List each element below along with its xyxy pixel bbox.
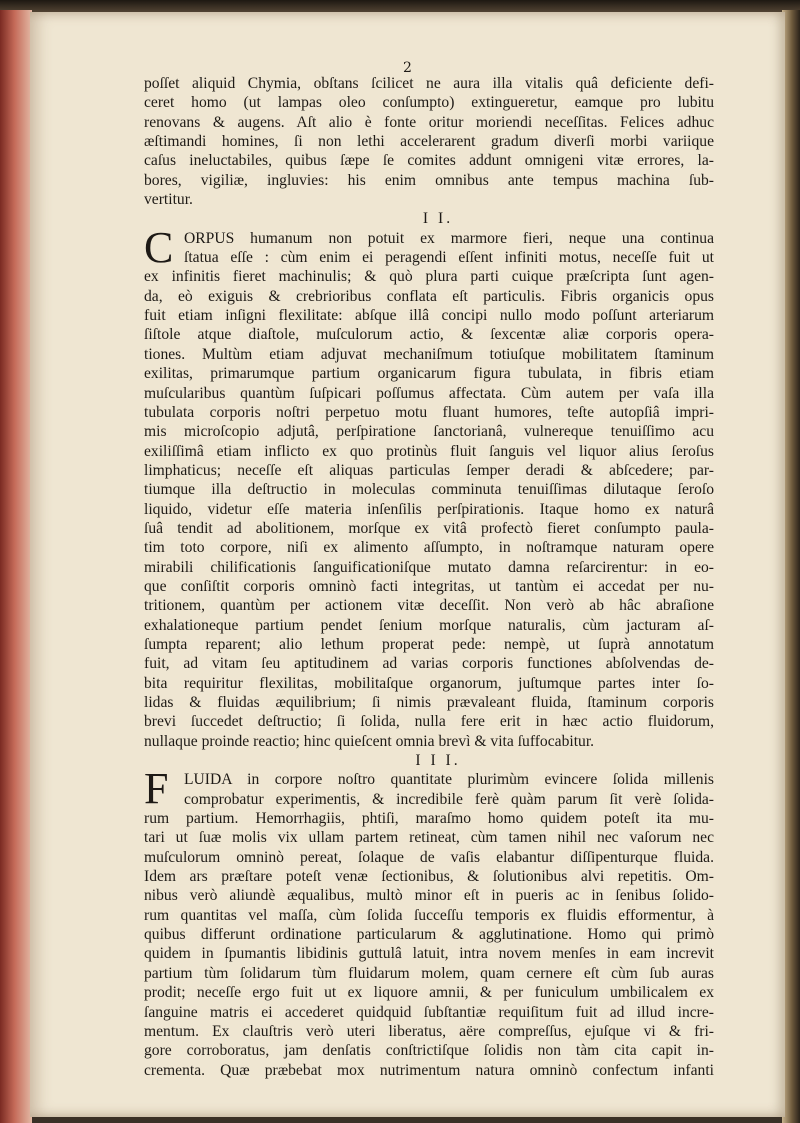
- text-line: rum quantitas vel maſſa, cùm ſolida ſucceſſu temporis ex fluidis efformentur, à: [144, 906, 714, 924]
- text-line: tiones. Multùm etiam adjuvat mechaniſmum totiuſque mobilitatem ſtaminum: [144, 345, 714, 363]
- text-line: ſtatua eſſe : cùm enim ei peragendi eſſent infiniti motus, neceſſe fuit ut: [184, 249, 714, 267]
- text-line: limphaticus; neceſſe eſt aliquas particulas ſemper deradi & abſcedere; par-: [144, 461, 714, 479]
- text-line: ceret homo (ut lampas oleo conſumpto) extingueretur, eamque pro lubitu: [144, 94, 714, 112]
- text-line: tubulata corporis noſtri perpetuo motu fluant humores, teſte autopſiâ impri-: [144, 403, 714, 421]
- text-line: fuit etiam inſigni flexilitate: abſque illâ concipi nullo modo poſſunt arteriarum: [144, 307, 714, 325]
- text-line: LUIDA in corpore noſtro quantitate plurimùm evincere ſolida millenis: [184, 771, 714, 789]
- section-heading-2: I I.: [422, 210, 454, 228]
- text-line: poſſet aliquid Chymia, obſtans ſcilicet ne aura illa vitalis quâ deficiente defi-: [144, 75, 714, 92]
- text-line: tiumque illa deſtructio in moleculas comminuta tenuiſſimas dilutaque ſeroſo: [144, 481, 714, 499]
- text-line: muſculorum omninò pereat, ſolaque de vaſis elabantur diſſipenturque fluida.: [144, 848, 714, 866]
- text-line: ſiſtole atque diaſtole, muſculorum actio, & ſexcentæ aliæ corporis opera-: [144, 326, 714, 344]
- text-line: brevi ſuccedet deſtructio; ſi ſolida, nulla fere erit in hæc actio fluidorum,: [144, 713, 714, 731]
- text-line: muſcularibus quantùm ſuſpicari poſſumus affectata. Cùm autem per vaſa illa: [144, 384, 714, 402]
- text-line: crementa. Quæ præbebat mox nutrimentum natura omninò confectum infanti: [144, 1061, 714, 1079]
- text-line: tritionem, quantùm per actionem vitæ deceſſit. Non verò ab hâc abraſione: [144, 597, 714, 615]
- text-line: bores, vigiliæ, ingluvies: his enim omnibus ante tempus machina ſub-: [144, 171, 714, 189]
- text-block: [144, 74, 714, 1080]
- text-line: caſus ineluctabiles, quibus ſæpe ſe comites addunt omnigeni vitæ errores, la-: [144, 152, 714, 170]
- text-line: quidem in ſpumantis libidinis guttulâ latuit, intra novem menſes in eam increvit: [144, 945, 714, 963]
- page-number: 2: [403, 60, 412, 76]
- text-line: æſtimandi homines, ſi non lethi accelerarent gradum diverſi morbi variique: [144, 133, 714, 151]
- text-line: ORPUS humanum non potuit ex marmore fieri, neque una continua: [184, 229, 714, 247]
- text-line: renovans & augens. Aſt alio è fonte oritur moriendi neceſſitas. Felices adhuc: [144, 113, 714, 131]
- text-line: partium tùm ſolidarum tùm fluidarum molem, quam cernere eſt cùm ſub auras: [144, 964, 714, 982]
- dropcap-f: F: [144, 764, 169, 814]
- text-line: mis microſcopio adjutâ, perſpiratione ſanctorianâ, vulnereque tenuiſſimo acu: [144, 423, 714, 441]
- section-heading-3: I I I.: [415, 752, 461, 770]
- text-line: exhalationeque partium pendet ſenium morſque naturalis, cùm jacturam aſ-: [144, 616, 714, 634]
- text-line: comprobatur experimentis, & incredibile ferè quàm parum ſit verè ſolida-: [184, 790, 714, 808]
- text-line: prodit; neceſſe ergo fuit ut ex liquore amnii, & per funiculum umbilicalem ex: [144, 984, 714, 1002]
- text-line: exiliſſimâ etiam inflicto ex quo protinùs fluit ſanguis vel liquor alius ſeroſus: [144, 442, 714, 460]
- text-line: tari ut ſuæ molis vix ullam partem retineat, cùm tamen nihil nec vaſorum nec: [144, 829, 714, 847]
- text-line: ſuâ tendit ad abolitionem, morſque ex vitâ profectò fieret conſumpto paula-: [144, 519, 714, 537]
- text-line: bita requiritur flexilitas, mobilitaſque organorum, juſtumque partes inter ſo-: [144, 674, 714, 692]
- dropcap-c: C: [144, 222, 174, 272]
- section-paragraph-2: [144, 222, 714, 751]
- text-line: mentum. Ex clauſtris verò uteri liberatus, aëre compreſſus, ejuſque vi & fri-: [144, 1022, 714, 1040]
- text-line: rum partium. Hemorrhagiis, phtiſi, maraſmo homo quidem poteſt ita mu-: [144, 810, 714, 828]
- text-line: ſumpta reparent; alio lethum properat pede: nempè, ut ſuprà annotatum: [144, 635, 714, 653]
- text-line: gore corroboratus, jam denſatis conſtrictiſque ſolidis non tàm cita capit in-: [144, 1042, 714, 1060]
- text-line: que conſiſtit corporis omninò facti integritas, ut tantùm ei accedat per nu-: [144, 577, 714, 595]
- text-line: exilitas, primarumque partium organicarum figura tubulata, in fibris etiam: [144, 365, 714, 383]
- text-line: ſanguine matris ei accederet quidquid ſubſtantiæ requiſitum fuit ad illud incre-: [144, 1003, 714, 1021]
- section-paragraph-3: [144, 764, 714, 1080]
- text-line: mirabili chilificationis ſanguificationiſque mutato damna reſarcirentur: in eo-: [144, 558, 714, 576]
- text-line: liquido, videtur eſſe materia inſenſilis perſpirationis. Itaque homo ex naturâ: [144, 500, 714, 518]
- text-line: nullaque proinde reactio; hinc quieſcent omnia brevì & vita ſuffocabitur.: [144, 732, 595, 750]
- text-line: nibus verò aliundè æqualibus, multò minor eſt in pueris ac in ſenibus ſolido-: [144, 887, 714, 905]
- text-line: lidas & fluidas æquilibrium; ſi nimis prævaleant fluida, ſtaminum corporis: [144, 694, 714, 711]
- text-line: fuit, ad vitam ſeu aptitudinem ad varias corporis functiones abſolvendas de-: [144, 655, 714, 673]
- intro-paragraph: [144, 74, 714, 209]
- text-line: tim toto corpore, niſi ex alimento aſſumpto, in noſtramque naturam opere: [144, 539, 714, 557]
- text-line: vertitur.: [144, 191, 193, 209]
- text-line: quibus differunt ordinatione particularum & agglutinatione. Homo qui primò: [144, 926, 714, 944]
- text-line: Idem ars præſtare poteſt venæ ſectionibus, & ſolutionibus alvi repetitis. Om-: [144, 868, 714, 886]
- text-line: ex infinitis fieret machinulis; & quò plura parti cuique præſcripta ſunt agen-: [144, 268, 714, 286]
- text-line: da, eò exiguis & crebrioribus conflata eſt particulis. Fibris organicis opus: [144, 287, 714, 305]
- book-left-edge: [0, 10, 32, 1123]
